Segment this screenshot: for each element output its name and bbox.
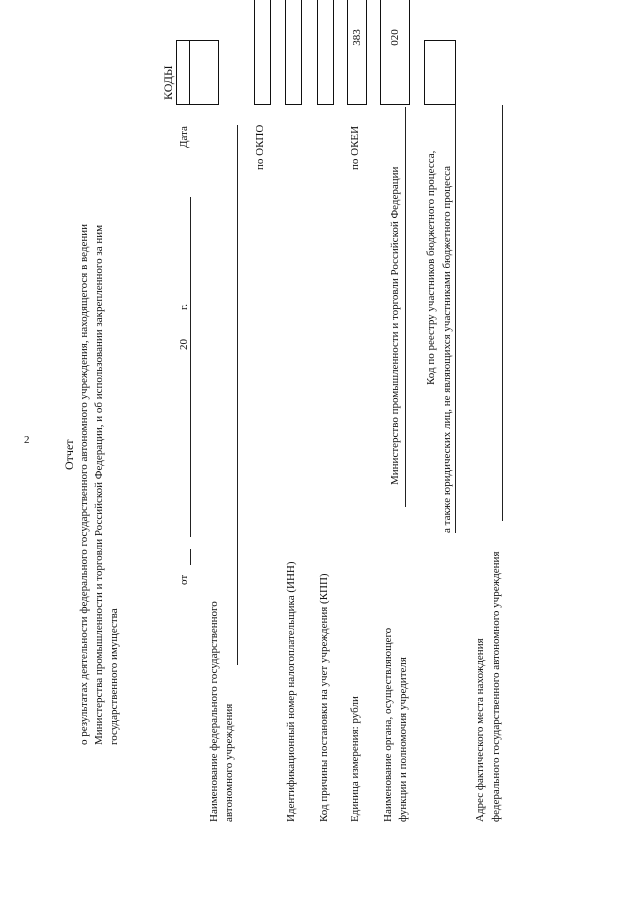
organ-underline: [405, 107, 406, 507]
okei-code-value: 383: [351, 29, 363, 46]
okei-code-box[interactable]: [347, 0, 367, 105]
organ-code-box[interactable]: [380, 0, 410, 105]
kpp-label: Код причины постановки на учет учреждения (КПП): [318, 573, 330, 822]
date-label: Дата: [178, 126, 190, 148]
registry-label-1: Код по реестру участников бюджетного процесса,: [425, 150, 437, 385]
codes-header-box: [176, 40, 189, 105]
date-year-suffix: г.: [178, 303, 190, 310]
report-title: Отчет: [62, 439, 76, 470]
okei-label: по ОКЕИ: [349, 125, 361, 170]
org-name-label-2: автономного учреждения: [223, 703, 235, 822]
okpo-code-box[interactable]: [254, 0, 271, 105]
codes-header: КОДЫ: [161, 65, 175, 100]
registry-label-2: а также юридических лиц, не являющихся участниками бюджетного процесса: [441, 165, 453, 533]
report-subtitle-line-1: о результатах деятельности федерального государственного автономного учреждения, находящегося в ведении: [78, 223, 90, 745]
date-day-underline: [190, 549, 191, 565]
date-year-prefix: 20: [178, 339, 190, 350]
date-year-underline: [190, 317, 191, 331]
organ-value: Министерство промышленности и торговли Российской Федерации: [389, 166, 401, 485]
kpp-code-box[interactable]: [317, 0, 334, 105]
okpo-label: по ОКПО: [254, 124, 266, 170]
unit-label: Единица измерения: рубли: [349, 696, 361, 822]
organ-label-2: функции и полномочия учредителя: [397, 657, 409, 822]
date-code-box[interactable]: [189, 40, 219, 105]
report-subtitle-line-3: государственного имущества: [108, 608, 120, 745]
organ-code-value: 020: [389, 29, 401, 46]
registry-code-box[interactable]: [424, 40, 456, 105]
inn-code-box[interactable]: [285, 0, 302, 105]
address-label-2: федерального государственного автономного учреждения: [490, 551, 502, 822]
report-subtitle-line-2: Министерства промышленности и торговли Российской Федерации, и об использовании закрепленного за ним: [93, 224, 105, 745]
org-name-label-1: Наименование федерального государственного: [208, 601, 220, 822]
org-name-underline: [237, 125, 238, 665]
page-number: 2: [24, 434, 30, 446]
registry-underline: [455, 105, 456, 533]
date-from-label: от: [178, 574, 190, 585]
inn-label: Идентификационный номер налогоплательщика (ИНН): [285, 561, 297, 822]
address-label-1: Адрес фактического места нахождения: [474, 638, 486, 822]
organ-label-1: Наименование органа, осуществляющего: [382, 627, 394, 822]
address-underline: [502, 105, 503, 521]
date-month-underline: [190, 197, 191, 537]
